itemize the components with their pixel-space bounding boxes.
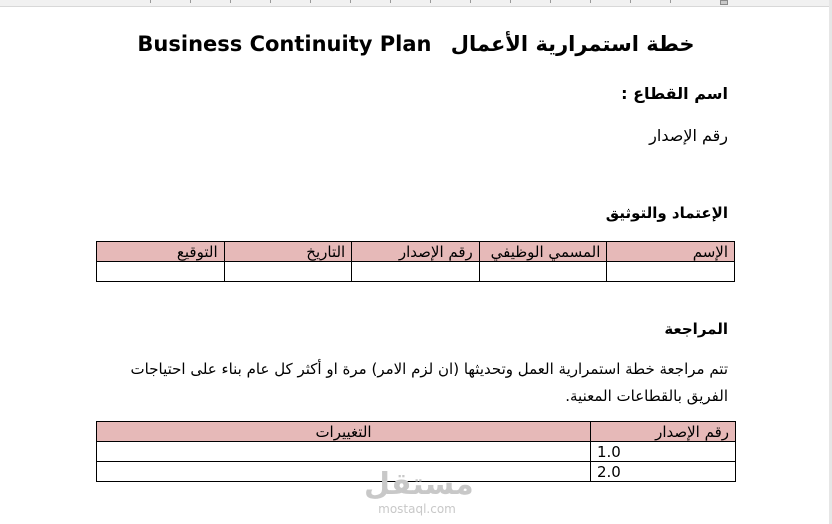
column-header-changes: التغييرات bbox=[97, 422, 591, 442]
ruler-tick bbox=[150, 0, 151, 3]
ruler-tick bbox=[590, 0, 591, 3]
table-row bbox=[97, 262, 735, 282]
column-header-version: رقم الإصدار bbox=[591, 422, 736, 442]
ruler-strip bbox=[0, 0, 832, 7]
ruler-tick bbox=[270, 0, 271, 3]
version-cell[interactable]: 2.0 bbox=[591, 462, 736, 482]
version-cell[interactable]: 1.0 bbox=[591, 442, 736, 462]
document-title bbox=[0, 32, 832, 56]
review-paragraph: تتم مراجعة خطة استمرارية العمل وتحديثها (ان لزم الامر) مرة او أكثر كل عام بناء على احتياجات الفريق بالقطاعات المعنية. bbox=[130, 360, 728, 405]
watermark-english: mostaql.com bbox=[378, 502, 456, 516]
changes-cell[interactable] bbox=[97, 442, 591, 462]
ruler-tick bbox=[190, 0, 191, 3]
ruler-tick bbox=[390, 0, 391, 3]
column-header-version: رقم الإصدار bbox=[352, 242, 480, 262]
ruler-indent-handle[interactable] bbox=[720, 0, 728, 5]
column-header-date: التاريخ bbox=[224, 242, 352, 262]
approval-header-row bbox=[97, 242, 735, 262]
ruler-tick bbox=[470, 0, 471, 3]
table-cell[interactable] bbox=[352, 262, 480, 282]
title-english: Business Continuity Plan bbox=[137, 32, 432, 56]
sector-name-label: اسم القطاع : bbox=[621, 84, 728, 103]
table-cell[interactable] bbox=[479, 262, 607, 282]
ruler-tick bbox=[310, 0, 311, 3]
approval-heading: الإعتماد والتوثيق bbox=[605, 204, 728, 222]
column-header-name: الإسم bbox=[607, 242, 735, 262]
review-heading: المراجعة bbox=[664, 320, 728, 338]
table-row bbox=[97, 442, 736, 462]
table-cell[interactable] bbox=[607, 262, 735, 282]
ruler-tick bbox=[230, 0, 231, 3]
table-cell[interactable] bbox=[224, 262, 352, 282]
version-number-label: رقم الإصدار bbox=[649, 126, 728, 145]
ruler-tick bbox=[670, 0, 671, 3]
changes-cell[interactable] bbox=[97, 462, 591, 482]
title-arabic: خطة استمرارية الأعمال bbox=[450, 32, 695, 56]
table-cell[interactable] bbox=[97, 262, 225, 282]
approval-table bbox=[96, 241, 735, 282]
column-header-signature: التوقيع bbox=[97, 242, 225, 262]
ruler-tick bbox=[630, 0, 631, 3]
versions-header-row bbox=[97, 422, 736, 442]
ruler-tick bbox=[510, 0, 511, 3]
column-header-job-title: المسمي الوظيفي bbox=[479, 242, 607, 262]
versions-table bbox=[96, 421, 736, 482]
ruler-tick bbox=[550, 0, 551, 3]
ruler-tick bbox=[350, 0, 351, 3]
watermark-arabic: مستقل bbox=[364, 467, 474, 502]
table-row bbox=[97, 462, 736, 482]
ruler-tick bbox=[430, 0, 431, 3]
